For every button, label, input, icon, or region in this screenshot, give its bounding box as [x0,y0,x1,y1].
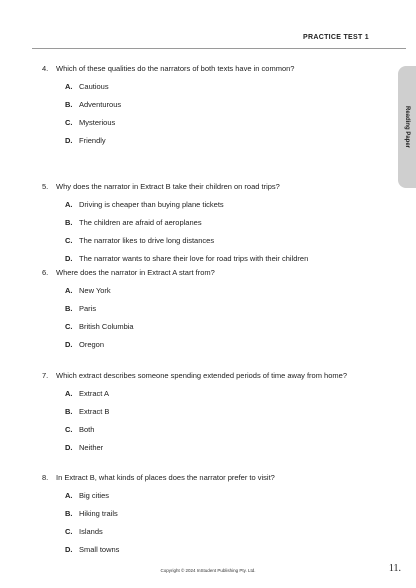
question-text: Where does the narrator in Extract A start from? [56,268,215,277]
header-rule [32,48,406,49]
option-letter: C. [65,118,73,127]
option-letter: C. [65,527,73,536]
option-text: Cautious [79,82,109,91]
option-text: Neither [79,443,104,452]
option-letter: C. [65,425,73,434]
option-a[interactable] [65,82,372,100]
option-a[interactable] [65,389,372,407]
option-c[interactable] [65,118,372,136]
question-number: 8. [42,473,49,482]
option-text: Driving is cheaper than buying plane tickets [79,200,224,209]
page-header-title: PRACTICE TEST 1 [303,34,369,41]
option-text: Mysterious [79,118,116,127]
option-text: The children are afraid of aeroplanes [79,218,202,227]
section-side-tab [398,66,416,188]
option-letter: B. [65,407,73,416]
question-4 [42,64,372,154]
question-number: 4. [42,64,49,73]
option-letter: A. [65,286,73,295]
option-b[interactable] [65,100,372,118]
option-text: The narrator wants to share their love for road trips with their children [79,254,309,263]
option-text: Hiking trails [79,509,118,518]
question-stem [42,473,372,483]
question-number: 6. [42,268,49,277]
option-text: Oregon [79,340,105,349]
question-text: In Extract B, what kinds of places does the narrator prefer to visit? [56,473,275,482]
option-text: The narrator likes to drive long distances [79,236,215,245]
option-text: New York [79,286,111,295]
option-text: Islands [79,527,103,536]
option-text: Big cities [79,491,110,500]
option-letter: B. [65,304,73,313]
question-8 [42,473,372,563]
option-b[interactable] [65,304,372,322]
question-text: Why does the narrator in Extract B take their children on road trips? [56,182,280,191]
copyright-notice: Copyright © 2024 InStudent Publishing Pty. Ltd. [160,568,256,573]
side-tab-label: Reading Paper [404,105,410,149]
option-b[interactable] [65,509,372,527]
question-stem [42,268,372,278]
option-a[interactable] [65,491,372,509]
option-letter: A. [65,200,73,209]
option-d[interactable] [65,136,372,154]
option-letter: C. [65,236,73,245]
question-text: Which of these qualities do the narrators of both texts have in common? [56,64,295,73]
question-number: 5. [42,182,49,191]
option-b[interactable] [65,218,372,236]
option-letter: A. [65,389,73,398]
option-d[interactable] [65,340,372,358]
question-number: 7. [42,371,49,380]
option-text: Small towns [79,545,120,554]
question-text: Which extract describes someone spending extended periods of time away from home? [56,371,347,380]
option-letter: C. [65,322,73,331]
option-c[interactable] [65,322,372,340]
question-6 [42,268,372,358]
option-c[interactable] [65,527,372,545]
question-stem [42,64,372,74]
option-a[interactable] [65,286,372,304]
option-letter: D. [65,443,73,452]
option-a[interactable] [65,200,372,218]
option-text: Adventurous [79,100,122,109]
option-text: Extract A [79,389,110,398]
option-text: Friendly [79,136,106,145]
option-letter: D. [65,254,73,263]
option-letter: D. [65,545,73,554]
option-letter: A. [65,491,73,500]
option-c[interactable] [65,236,372,254]
option-text: Both [79,425,95,434]
option-letter: B. [65,509,73,518]
option-text: British Columbia [79,322,134,331]
option-text: Paris [79,304,97,313]
option-letter: D. [65,340,73,349]
page-number: 11. [388,563,401,574]
option-text: Extract B [79,407,110,416]
question-5 [42,182,372,272]
option-letter: D. [65,136,73,145]
question-stem [42,371,372,381]
option-b[interactable] [65,407,372,425]
option-letter: A. [65,82,73,91]
option-letter: B. [65,100,73,109]
question-stem [42,182,372,192]
option-c[interactable] [65,425,372,443]
option-letter: B. [65,218,73,227]
option-d[interactable] [65,443,372,461]
question-7 [42,371,372,461]
option-d[interactable] [65,545,372,563]
